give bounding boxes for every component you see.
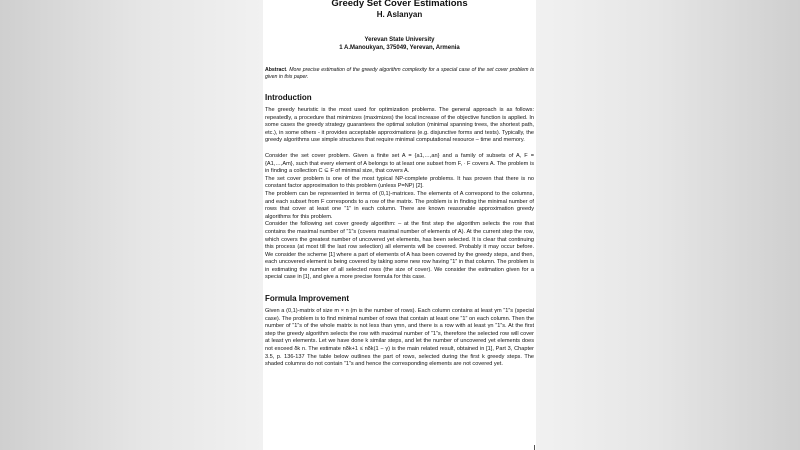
intro-paragraph-4: The problem can be represented in terms of (0,1)-matrices. The elements of A correspond to the columns, and each subset from F corresponds to a row of the matrix. The problem is in finding the minimal number of rows that cover at least one “1” in each column. There are known reasonable approximation greedy algorithms for this problem. (265, 190, 534, 220)
section-heading-formula-improvement: Formula Improvement (265, 294, 350, 304)
affiliation-line-1: Yerevan State University (364, 37, 435, 43)
affiliation-line-2: 1 A.Manoukyan, 375049, Yerevan, Armenia (339, 45, 460, 51)
section-heading-introduction: Introduction (265, 93, 312, 102)
abstract-label: Abstract (265, 67, 287, 73)
page-edge-marker (534, 445, 535, 450)
left-background (0, 0, 263, 450)
paper-author: H. Aslanyan (376, 10, 423, 19)
intro-paragraph-1: The greedy heuristic is the most used for optimization problems. The general approach is as follows: repeatedly, a procedure that minimizes (maximizes) the local increase of the objective function is applied. In some cases the greedy strategy guarantees the optimal solution (minimal spanning trees, the shortest path, etc.), in some others - it provides acceptable approximations (e.g. disjunctive forms and tests). Typically, the greedy algorithms use simple structures that require minimal computational resource – time and memory. (265, 107, 534, 144)
intro-paragraph-2: Consider the set cover problem. Given a finite set A = {a1,…,an} and a family of subsets of A, F = {A1,…,Am}, such that every element of A belongs to at least one subset from F, ∙ F covers A. The problem is in finding a collection C ⊆ F of minimal size, that covers A. (265, 152, 534, 175)
paper-title: Greedy Set Cover Estimations (331, 0, 468, 9)
abstract (265, 67, 534, 81)
intro-paragraph-5: Consider the following set cover greedy algorithm: – at the first step the algorithm selects the row that contains the maximal number of “1”s (covers maximal number of elements of A). At the current step the row, which covers the greatest number of uncovered yet elements, has been selected. It is clear that continuing this process (at most till the last row selection) all elements will be covered. Probably it may occur before. We consider the scheme [1] where a part of elements of A has been covered by the greedy steps, and then, each uncovered element is being covered by taking some new row having “1” in that column. The problem is in estimating the number of all selected rows (the size of cover). We consider the estimation given for a special case in [1], and give a more precise formula for this case. (265, 221, 534, 281)
document-page[interactable] (263, 0, 536, 450)
formula-paragraph-1: Given a (0,1)-matrix of size m × n (m is the number of rows). Each column contains at least γm “1”s (special case). The problem is to find minimal number of rows that contain at least one “1” on each column. Then the number of “1”s of the whole matrix is not less than γmn, and there is a row with at least γn “1”s. At the first step the greedy algorithm selects the row with maximal number of “1”s, therefore the selected row will cover at least γn elements. Let we have done k similar steps, and let the number of uncovered yet elements does not exceed δk n. The estimate nδk+1 ≤ nδk(1 − γ) is the main related result, obtained in [1], Part 3, Chapter 3.5, p. 136-137 The table below outlines the part of rows, selected during the first k greedy steps. The shaded columns do not contain “1”s and hence the corresponding elements are not covered yet. (265, 308, 534, 368)
abstract-text: . More precise estimation of the greedy algorithm complexity for a special case of the set cover problem is given in this paper. (265, 67, 534, 80)
right-background (536, 0, 800, 450)
intro-paragraph-3: The set cover problem is one of the most typical NP-complete problems. It has proven that there is no constant factor approximation to this problem (unless P=NP) [2]. (265, 175, 534, 190)
